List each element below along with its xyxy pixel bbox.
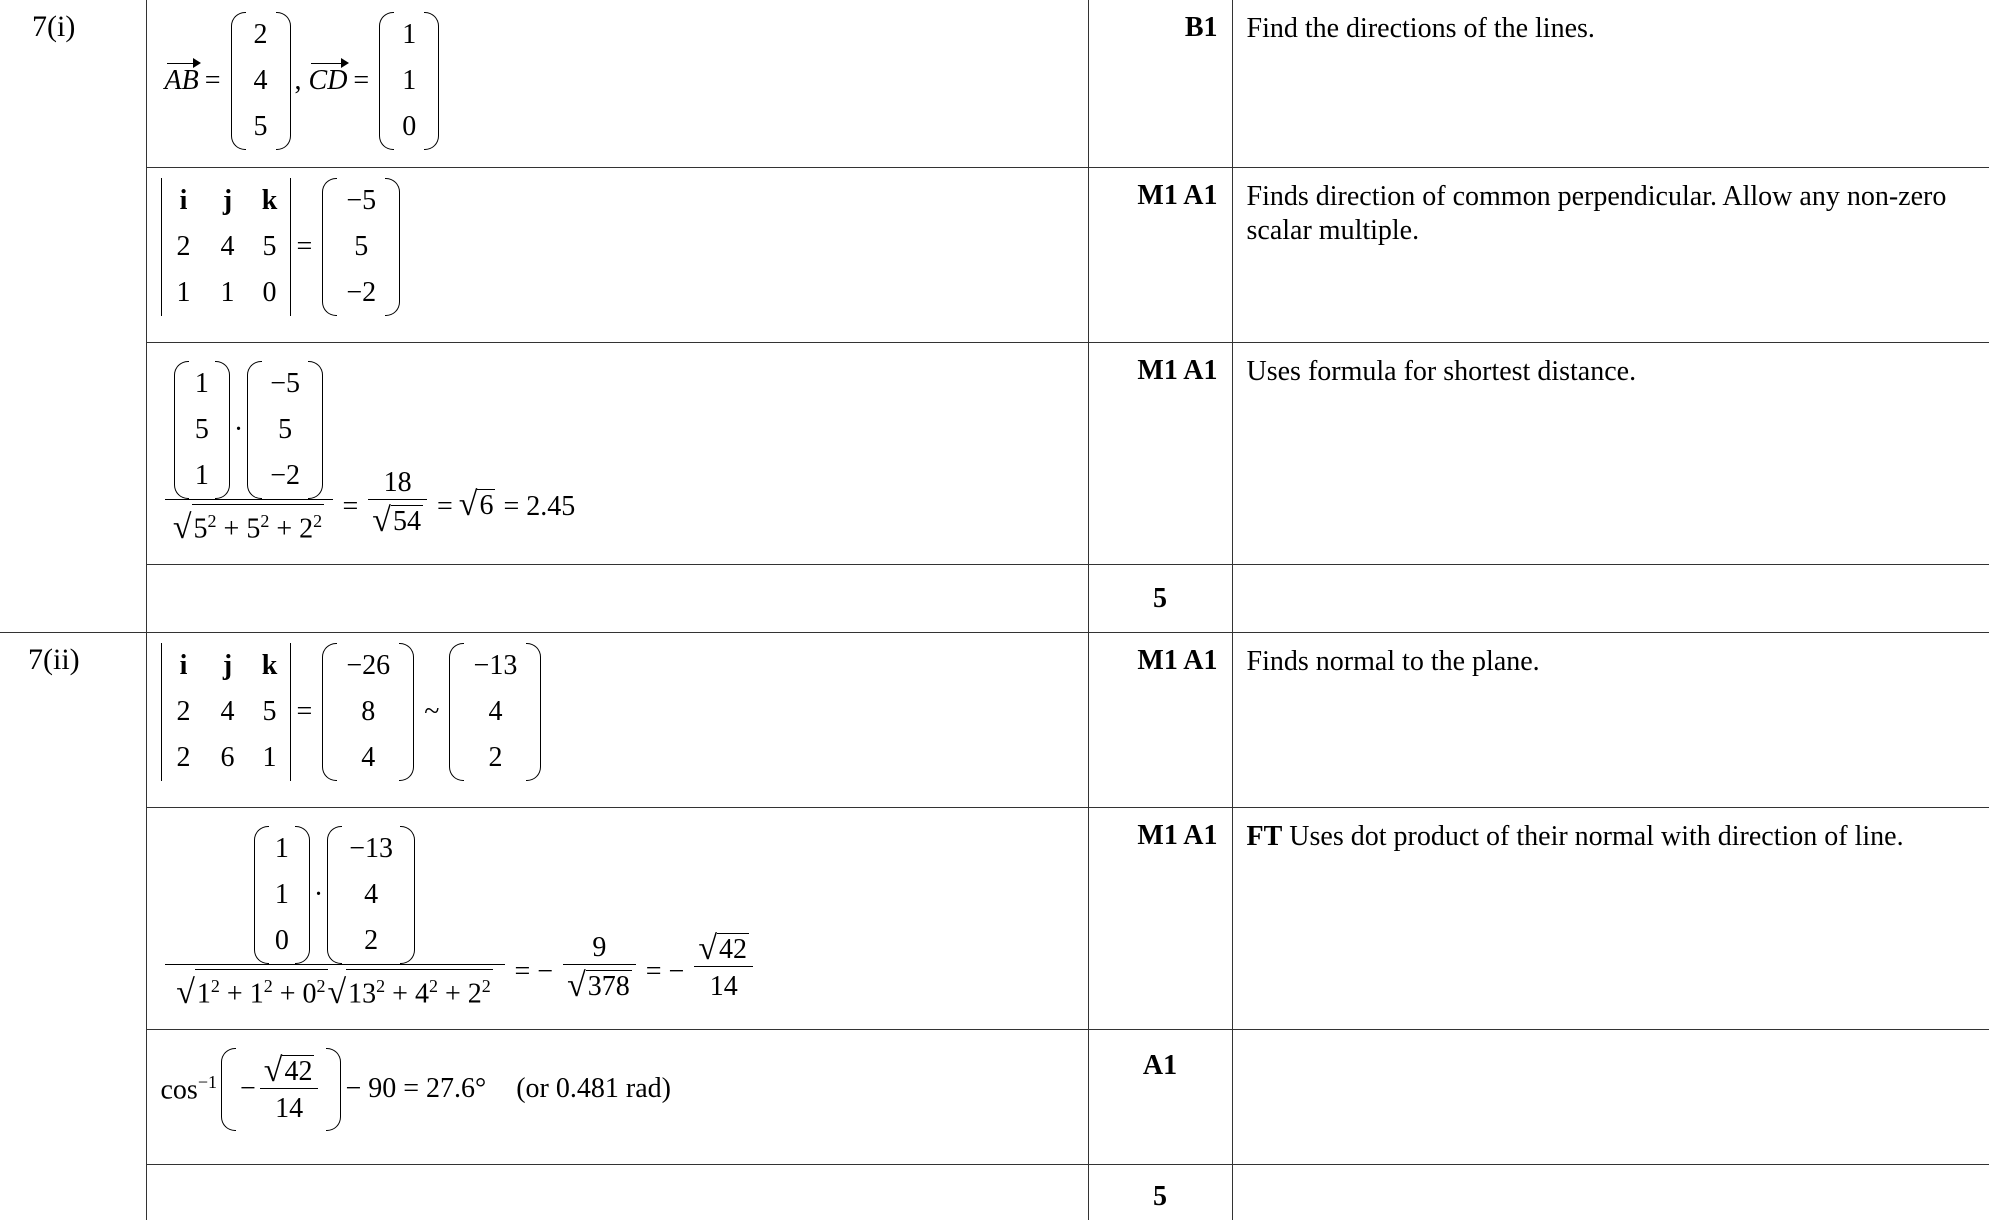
guidance-cell — [1232, 342, 1989, 564]
guidance-text: Uses formula for shortest distance. — [1246, 355, 1637, 387]
mark-label: M1 A1 — [1137, 354, 1218, 386]
mark-cell — [1088, 807, 1232, 1029]
mark-cell — [1088, 1029, 1232, 1164]
answer-math: $\cos^{-1}$ − √ 42 14 − 90 = 27.6° (or 0.481 rad) — [161, 1048, 671, 1131]
guidance-text: FT Uses dot product of their normal with direction of line. — [1246, 820, 1904, 852]
answer-math: i j k 2 4 5 2 6 1 = −26 8 4 ~ −13 4 2 — [161, 643, 546, 781]
answer-math: 1 1 0 · −13 4 2 √ $1^2 + 1^2 + 0^2$ √ $13^2 + 4^2 + 2^2$ = − 9 √ 378 = − √ 42 14 — [161, 826, 758, 1010]
answer-math: i j k 2 4 5 1 1 0 = −5 5 −2 — [161, 178, 405, 316]
question-cell — [0, 1029, 146, 1164]
total-cell — [1088, 1164, 1232, 1220]
question-label: 7(i) — [32, 10, 76, 43]
answer-math: AB = 2 4 5 , CD = 1 1 0 — [165, 12, 444, 150]
question-cell — [0, 167, 146, 342]
answer-cell — [146, 1029, 1088, 1164]
guidance-cell — [1232, 0, 1989, 167]
answer-math: 1 5 1 · −5 5 −2 √ $5^2 + 5^2 + 2^2$ = 18 √ 54 = √ 6 = 2.45 — [161, 361, 576, 545]
table-row — [0, 632, 1989, 807]
answer-cell — [146, 0, 1088, 167]
mark-label: M1 A1 — [1137, 644, 1218, 676]
table-row — [0, 342, 1989, 564]
table-row — [0, 807, 1989, 1029]
mark-cell — [1088, 167, 1232, 342]
question-cell — [0, 632, 146, 807]
table-row — [0, 167, 1989, 342]
answer-cell — [146, 167, 1088, 342]
question-cell — [0, 1164, 146, 1220]
question-cell — [0, 0, 146, 167]
answer-cell — [146, 807, 1088, 1029]
total-cell — [1088, 564, 1232, 632]
question-label: 7(ii) — [28, 642, 80, 676]
answer-cell — [146, 342, 1088, 564]
guidance-cell — [1232, 167, 1989, 342]
table-row — [0, 0, 1989, 167]
vector-ab-label: AB — [164, 65, 199, 96]
question-cell — [0, 564, 146, 632]
guidance-cell — [1232, 632, 1989, 807]
guidance-cell — [1232, 807, 1989, 1029]
mark-cell — [1088, 632, 1232, 807]
mark-cell — [1088, 0, 1232, 167]
question-cell — [0, 342, 146, 564]
question-cell — [0, 807, 146, 1029]
total-mark: 5 — [1153, 582, 1167, 614]
guidance-text: Finds direction of common perpendicular. Allow any non-zero scalar multiple. — [1246, 180, 1947, 246]
mark-label: B1 — [1184, 12, 1218, 43]
mark-label: M1 A1 — [1137, 179, 1218, 211]
answer-cell — [146, 632, 1088, 807]
guidance-text: Find the directions of the lines. — [1246, 13, 1595, 44]
table-row — [0, 1164, 1989, 1220]
mark-label: A1 — [1142, 1049, 1178, 1081]
vector-cd-label: CD — [308, 65, 348, 96]
table-row — [0, 1029, 1989, 1164]
guidance-text: Finds normal to the plane. — [1246, 645, 1540, 677]
mark-cell — [1088, 342, 1232, 564]
table-row — [0, 564, 1989, 632]
total-mark: 5 — [1153, 1180, 1167, 1212]
mark-label: M1 A1 — [1137, 819, 1218, 851]
